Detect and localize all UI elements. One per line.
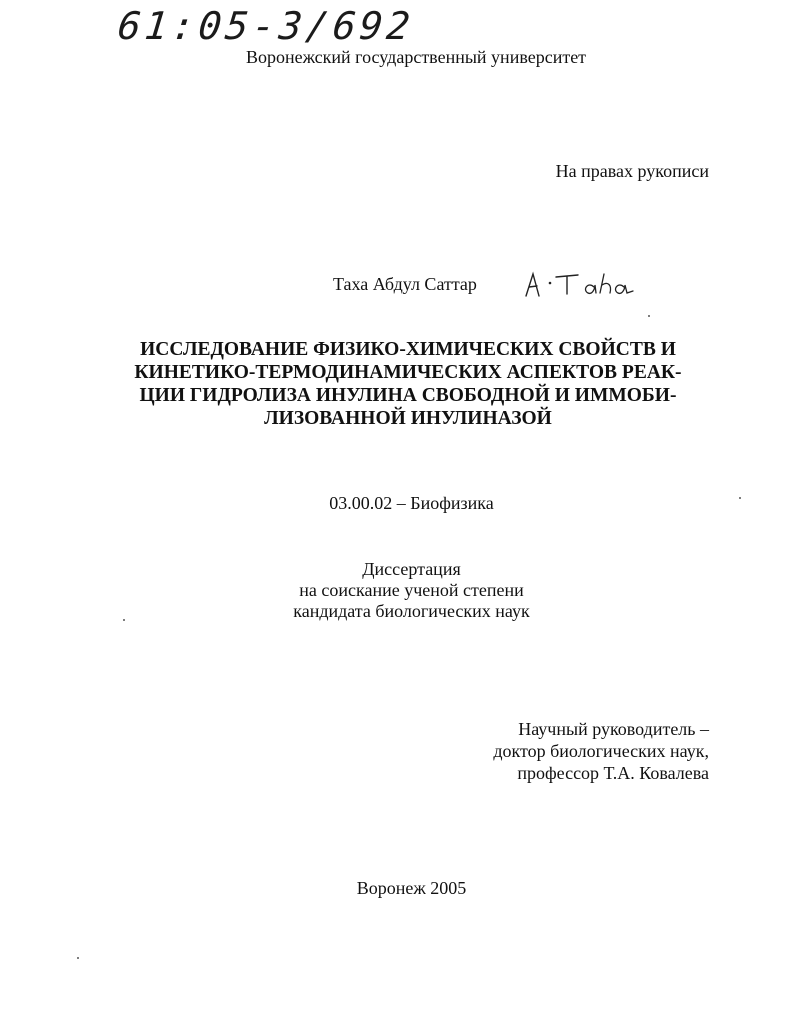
title-line: ИССЛЕДОВАНИЕ ФИЗИКО-ХИМИЧЕСКИХ СВОЙСТВ И	[140, 339, 676, 360]
scan-speck	[123, 619, 125, 621]
author-name: Таха Абдул Саттар	[333, 274, 477, 294]
author-signature	[520, 266, 640, 302]
archive-code-handwritten: 61:05-3/692	[115, 4, 416, 48]
degree-statement	[0, 559, 793, 622]
scan-speck	[648, 315, 650, 317]
degree-line: на соискание ученой степени	[299, 580, 524, 600]
rights-note: На правах рукописи	[555, 161, 709, 181]
supervisor-line: профессор Т.А. Ковалева	[517, 763, 709, 783]
title-line: КИНЕТИКО-ТЕРМОДИНАМИЧЕСКИХ АСПЕКТОВ РЕАК-	[134, 362, 682, 383]
scan-speck	[739, 497, 741, 499]
dissertation-title	[110, 338, 706, 430]
city-and-year: Воронеж 2005	[356, 878, 467, 898]
title-line: ЦИИ ГИДРОЛИЗА ИНУЛИНА СВОБОДНОЙ И ИММОБИ-	[139, 385, 677, 406]
supervisor-line: Научный руководитель –	[518, 719, 709, 739]
scientific-supervisor	[493, 718, 709, 784]
degree-line: кандидата биологических наук	[293, 601, 530, 621]
university-name: Воронежский государственный университет	[245, 47, 587, 67]
supervisor-line: доктор биологических наук,	[493, 741, 709, 761]
scan-speck	[77, 957, 79, 959]
specialty-code: 03.00.02 – Биофизика	[329, 493, 494, 513]
title-line: ЛИЗОВАННОЙ ИНУЛИНАЗОЙ	[264, 408, 552, 429]
degree-line: Диссертация	[362, 559, 461, 579]
